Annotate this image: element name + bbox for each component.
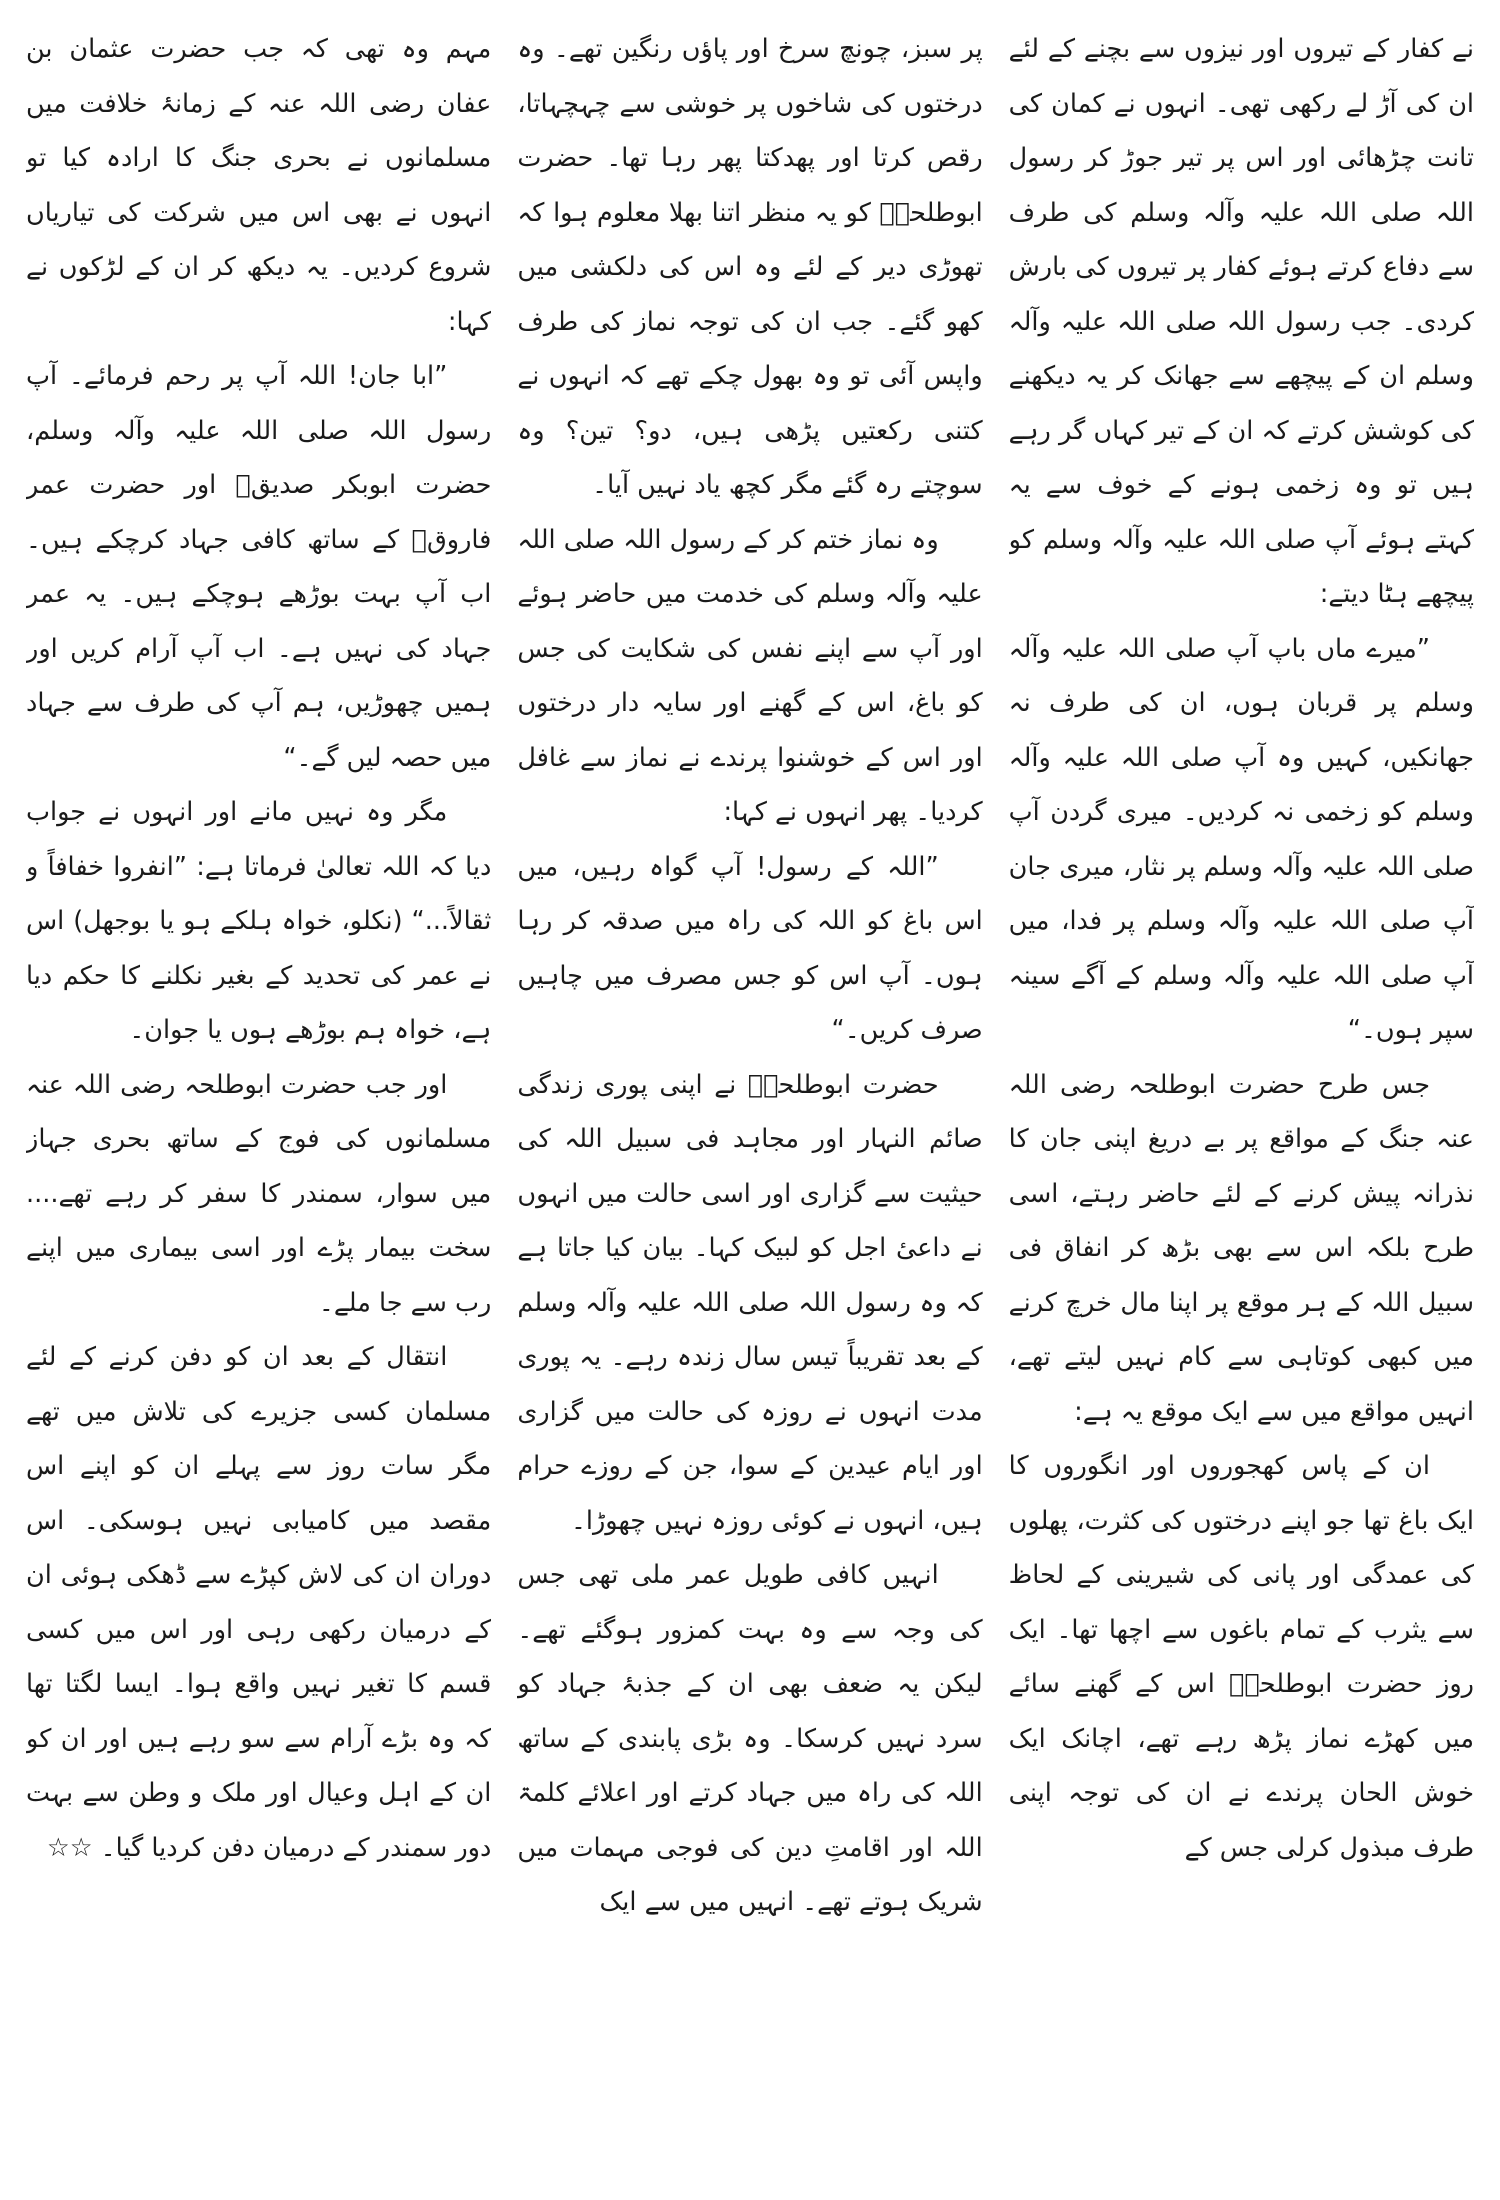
paragraph: پر سبز، چونچ سرخ اور پاؤں رنگین تھے۔ وہ درختوں کی شاخوں پر خوشی سے چہچہاتا، رقص کرتا اور پھدکتا پھر رہا تھا۔ حضرت ابوطلحہؓ کو یہ منظر اتنا بھلا معلوم ہوا کہ تھوڑی دیر کے لئے وہ اس کی دلکشی میں کھو گئے۔ جب ان کی توجہ نماز کی طرف واپس آئی تو وہ بھول چکے تھے کہ انہوں نے کتنی رکعتیں پڑھی ہیں، دو؟ تین؟ وہ سوچتے رہ گئے مگر کچھ یاد نہیں آیا۔ bbox=[517, 34, 983, 500]
text-column-right bbox=[1009, 22, 1474, 2180]
paragraph: انہیں کافی طویل عمر ملی تھی جس کی وجہ سے وہ بہت کمزور ہوگئے تھے۔ لیکن یہ ضعف بھی ان کے جذبۂ جہاد کو سرد نہیں کرسکا۔ وہ بڑی پابندی کے ساتھ اللہ کی راہ میں جہاد کرتے اور اعلائے کلمۃ اللہ اور اقامتِ دین کی فوجی مہمات میں شریک ہوتے تھے۔ انہیں میں سے ایک bbox=[517, 1560, 983, 1917]
paragraph: اور جب حضرت ابوطلحہ رضی اللہ عنہ مسلمانوں کی فوج کے ساتھ بحری جہاز میں سوار، سمندر کا سفر کر رہے تھے.... سخت بیمار پڑے اور اسی بیماری میں اپنے رب سے جا ملے۔ bbox=[26, 1069, 492, 1318]
text-column-middle bbox=[517, 22, 982, 2180]
paragraph: انتقال کے بعد ان کو دفن کرنے کے لئے مسلمان کسی جزیرے کی تلاش میں تھے مگر سات روز سے پہلے ان کو اپنے اس مقصد میں کامیابی نہیں ہوسکی۔ اس دوران ان کی لاش کپڑے سے ڈھکی ہوئی ان کے درمیان رکھی رہی اور اس میں کسی قسم کا تغیر نہیں واقع ہوا۔ ایسا لگتا تھا کہ وہ بڑے آرام سے سو رہے ہیں اور ان کو ان کے اہل وعیال اور ملک و وطن سے بہت دور سمندر کے درمیان دفن کردیا گیا۔ ☆☆ bbox=[26, 1342, 492, 1863]
paragraph: ان کے پاس کھجوروں اور انگوروں کا ایک باغ تھا جو اپنے درختوں کی کثرت، پھلوں کی عمدگی اور پانی کی شیرینی کے لحاظ سے یثرب کے تمام باغوں سے اچھا تھا۔ ایک روز حضرت ابوطلحہؓ اس کے گھنے سائے میں کھڑے نماز پڑھ رہے تھے، اچانک ایک خوش الحان پرندے نے ان کی توجہ اپنی طرف مبذول کرلی جس کے bbox=[1008, 1451, 1474, 1863]
text-column-left bbox=[26, 22, 491, 2180]
paragraph: مہم وہ تھی کہ جب حضرت عثمان بن عفان رضی اللہ عنہ کے زمانۂ خلافت میں مسلمانوں نے بحری جنگ کا ارادہ کیا تو انہوں نے بھی اس میں شرکت کی تیاریاں شروع کردیں۔ یہ دیکھ کر ان کے لڑکوں نے کہا: bbox=[26, 34, 492, 337]
paragraph: ”ابا جان! اللہ آپ پر رحم فرمائے۔ آپ رسول اللہ صلی اللہ علیہ وآلہ وسلم، حضرت ابوبکر صدیقؓ اور حضرت عمر فاروقؓ کے ساتھ کافی جہاد کرچکے ہیں۔ اب آپ بہت بوڑھے ہوچکے ہیں۔ یہ عمر جہاد کی نہیں ہے۔ اب آپ آرام کریں اور ہمیں چھوڑیں، ہم آپ کی طرف سے جہاد میں حصہ لیں گے۔“ bbox=[26, 361, 492, 773]
paragraph: ”میرے ماں باپ آپ صلی اللہ علیہ وآلہ وسلم پر قربان ہوں، ان کی طرف نہ جھانکیں، کہیں وہ آپ صلی اللہ علیہ وآلہ وسلم کو زخمی نہ کردیں۔ میری گردن آپ صلی اللہ علیہ وآلہ وسلم پر نثار، میری جان آپ صلی اللہ علیہ وآلہ وسلم پر فدا، میں آپ صلی اللہ علیہ وآلہ وسلم کے آگے سینہ سپر ہوں۔“ bbox=[1008, 633, 1474, 1045]
paragraph: نے کفار کے تیروں اور نیزوں سے بچنے کے لئے ان کی آڑ لے رکھی تھی۔ انہوں نے کمان کی تانت چڑھائی اور اس پر تیر جوڑ کر رسول اللہ صلی اللہ علیہ وآلہ وسلم کی طرف سے دفاع کرتے ہوئے کفار پر تیروں کی بارش کردی۔ جب رسول اللہ صلی اللہ علیہ وآلہ وسلم ان کے پیچھے سے جھانک کر یہ دیکھنے کی کوشش کرتے کہ ان کے تیر کہاں گر رہے ہیں تو وہ زخمی ہونے کے خوف سے یہ کہتے ہوئے آپ صلی اللہ علیہ وآلہ وسلم کو پیچھے ہٹا دیتے: bbox=[1008, 34, 1474, 609]
paragraph: وہ نماز ختم کر کے رسول اللہ صلی اللہ علیہ وآلہ وسلم کی خدمت میں حاضر ہوئے اور آپ سے اپنے نفس کی شکایت کی جس کو باغ، اس کے گھنے اور سایہ دار درختوں اور اس کے خوشنوا پرندے نے نماز سے غافل کردیا۔ پھر انہوں نے کہا: bbox=[517, 524, 983, 827]
paragraph: جس طرح حضرت ابوطلحہ رضی اللہ عنہ جنگ کے مواقع پر بے دریغ اپنی جان کا نذرانہ پیش کرنے کے لئے حاضر رہتے، اسی طرح بلکہ اس سے بھی بڑھ کر انفاق فی سبیل اللہ کے ہر موقع پر اپنا مال خرچ کرنے میں کبھی کوتاہی سے کام نہیں لیتے تھے، انہیں مواقع میں سے ایک موقع یہ ہے: bbox=[1008, 1069, 1474, 1427]
paragraph: حضرت ابوطلحہؓ نے اپنی پوری زندگی صائم النہار اور مجاہد فی سبیل اللہ کی حیثیت سے گزاری اور اسی حالت میں انہوں نے داعیٔ اجل کو لبیک کہا۔ بیان کیا جاتا ہے کہ وہ رسول اللہ صلی اللہ علیہ وآلہ وسلم کے بعد تقریباً تیس سال زندہ رہے۔ یہ پوری مدت انہوں نے روزہ کی حالت میں گزاری اور ایام عیدین کے سوا، جن کے روزے حرام ہیں، انہوں نے کوئی روزہ نہیں چھوڑا۔ bbox=[517, 1069, 983, 1536]
paragraph: ”اللہ کے رسول! آپ گواہ رہیں، میں اس باغ کو اللہ کی راہ میں صدقہ کر رہا ہوں۔ آپ اس کو جس مصرف میں چاہیں صرف کریں۔“ bbox=[517, 851, 983, 1045]
paragraph: مگر وہ نہیں مانے اور انہوں نے جواب دیا کہ اللہ تعالیٰ فرماتا ہے: ”انفروا خفافاً و ثقالاً...“ (نکلو، خواہ ہلکے ہو یا بوجھل) اس نے عمر کی تحدید کے بغیر نکلنے کا حکم دیا ہے، خواہ ہم بوڑھے ہوں یا جوان۔ bbox=[26, 797, 492, 1045]
